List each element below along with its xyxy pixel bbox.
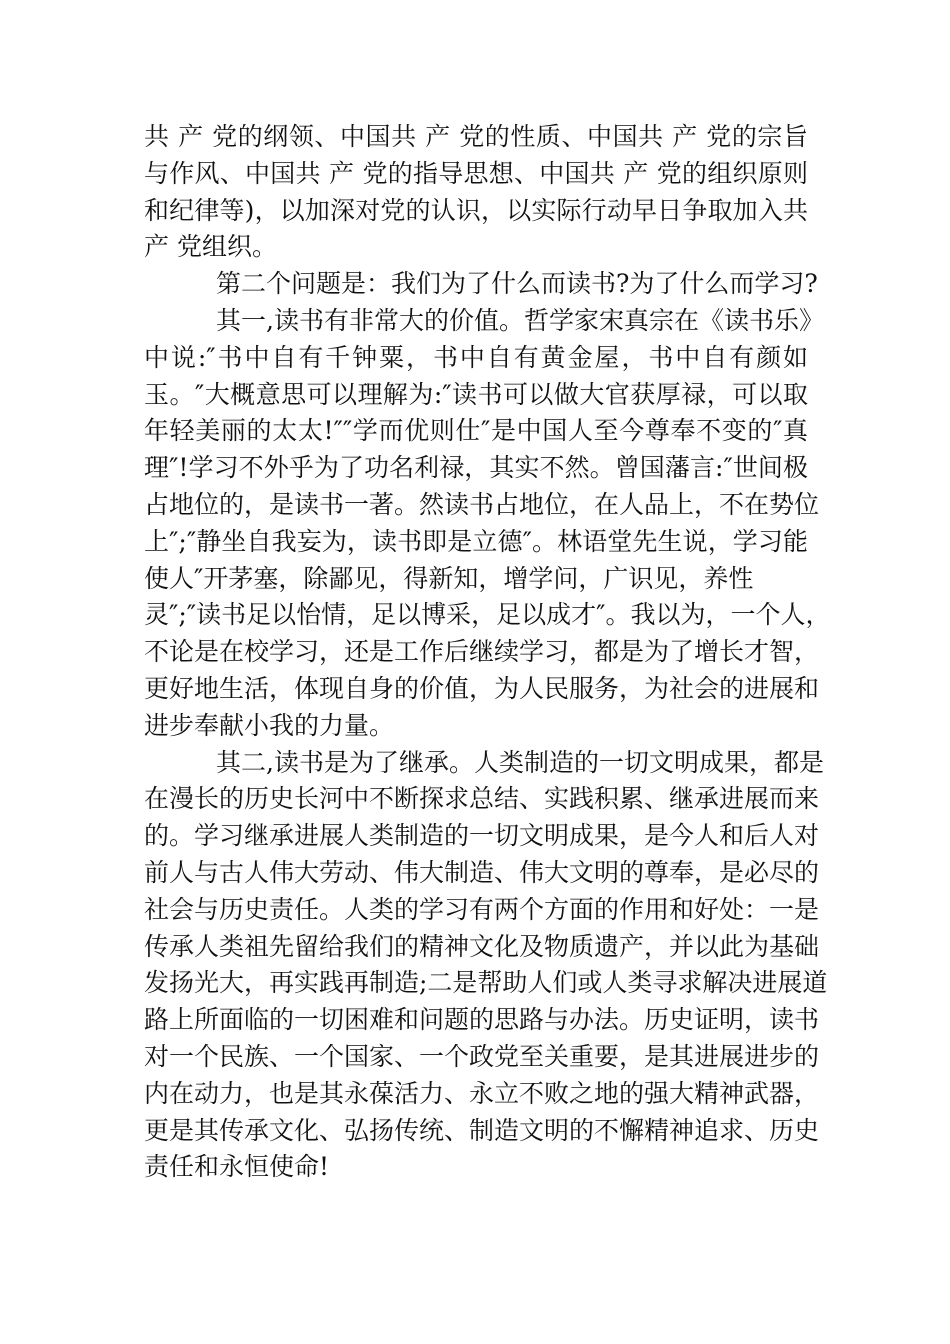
text-line: 传承人类祖先留给我们的精神文化及物质遗产，并以此为基础	[144, 931, 820, 961]
paragraph-first-line: 其一,读书有非常大的价值。哲学家宋真宗在《读书乐》	[216, 305, 824, 335]
text-line: 中说:″书中自有千钟粟，书中自有黄金屋，书中自有颜如	[144, 342, 808, 372]
text-line: 不论是在校学习，还是工作后继续学习，都是为了增长才智，	[144, 637, 820, 667]
text-line: 产 党组织。	[144, 232, 277, 262]
text-line: 在漫长的历史长河中不断探求总结、实践积累、继承进展而来	[144, 784, 820, 814]
text-line: 社会与历史责任。人类的学习有两个方面的作用和好处：一是	[144, 894, 820, 924]
text-line: 上″;″静坐自我妄为，读书即是立德″。林语堂先生说，学习能	[144, 526, 808, 556]
text-line: 共 产 党的纲领、中国共 产 党的性质、中国共 产 党的宗旨	[144, 122, 808, 151]
text-line: 灵″;″读书足以怡情，足以博采，足以成才″。我以为，一个人，	[144, 600, 831, 630]
text-line: 更好地生活，体现自身的价值，为人民服务，为社会的进展和	[144, 673, 820, 703]
text-line: 年轻美丽的太太!″″学而优则仕″是中国人至今尊奉不变的″真	[144, 416, 808, 446]
paragraph-heading-line: 第二个问题是：我们为了什么而读书?为了什么而学习?	[216, 269, 818, 299]
text-line: 理″!学习不外乎为了功名利禄，其实不然。曾国藩言:″世间极	[144, 453, 808, 483]
text-line: 的。学习继承进展人类制造的一切文明成果，是今人和后人对	[144, 821, 820, 851]
text-line: 对一个民族、一个国家、一个政党至关重要，是其进展进步的	[144, 1041, 820, 1071]
text-line: 发扬光大，再实践再制造;二是帮助人们或人类寻求解决进展道	[144, 968, 828, 998]
document-body	[144, 119, 831, 1186]
text-line: 进步奉献小我的力量。	[144, 710, 395, 740]
text-line: 责任和永恒使命!	[144, 1152, 330, 1182]
text-line: 占地位的，是读书一著。然读书占地位，在人品上，不在势位	[144, 489, 820, 519]
text-line: 内在动力，也是其永葆活力、永立不败之地的强大精神武器，	[144, 1078, 820, 1108]
text-line: 和纪律等)，以加深对党的认识，以实际行动早日争取加入共	[144, 195, 808, 225]
paragraph-first-line: 其二,读书是为了继承。人类制造的一切文明成果，都是	[216, 747, 824, 777]
text-line: 更是其传承文化、弘扬传统、制造文明的不懈精神追求、历史	[144, 1115, 820, 1145]
text-line: 前人与古人伟大劳动、伟大制造、伟大文明的尊奉，是必尽的	[144, 857, 820, 887]
text-line: 使人″开茅塞，除鄙见，得新知，增学问，广识见，养性	[144, 563, 754, 593]
text-line: 与作风、中国共 产 党的指导思想、中国共 产 党的组织原则	[144, 158, 808, 188]
text-line: 玉。″大概意思可以理解为:″读书可以做大官获厚禄，可以取	[144, 379, 808, 409]
text-line: 路上所面临的一切困难和问题的思路与办法。历史证明，读书	[144, 1005, 820, 1035]
